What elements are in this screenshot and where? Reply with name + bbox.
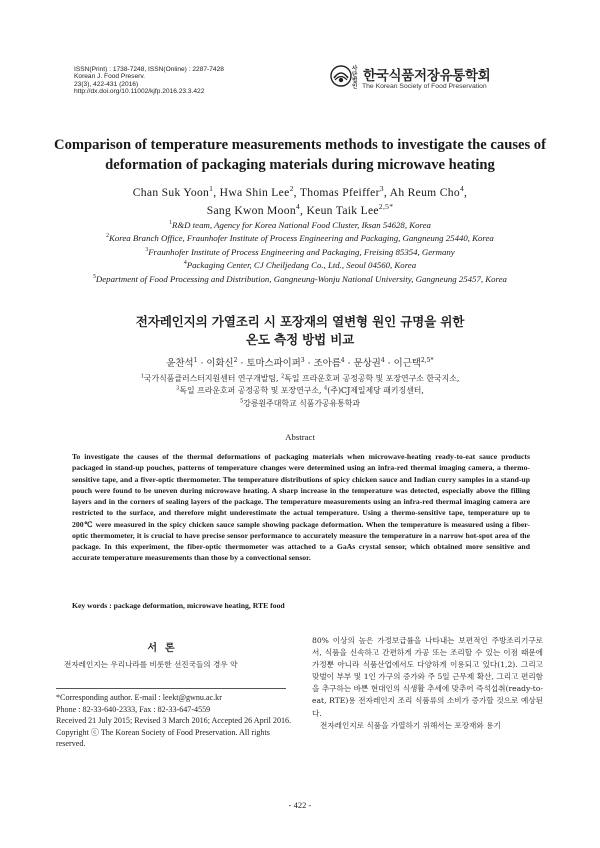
section-heading-introduction: 서론 (147, 643, 183, 654)
author-ko (246, 358, 304, 369)
author-ko-sup: 1 (193, 356, 198, 364)
affiliation-list-ko (40, 373, 560, 410)
doi-link[interactable]: http://dx.doi.org/10.11002/kjfp.2016.23.3.422 (74, 88, 205, 96)
volume-pages: 23(3), 422-431 (2016) (74, 80, 139, 88)
author-en-sup: 4 (295, 202, 301, 212)
keywords (72, 601, 530, 610)
affiliation-en (40, 259, 560, 272)
author-en (306, 204, 393, 217)
author-ko-name: 문상권 (353, 358, 381, 369)
author-en (300, 186, 384, 199)
affiliation-ko-sup: 5 (239, 398, 244, 405)
author-ko (206, 358, 237, 369)
keywords-label: Key words : (72, 601, 114, 610)
author-en-sup: 2,5* (378, 202, 394, 212)
affiliation-en-sup: 5 (93, 273, 96, 280)
author-list-en: Chan Suk Yoon$^1$, Hwa Shin Lee$^2$, Thomas Pfeiffer$^3$, Ah Reum Cho$^4$, Sang Kwon Moon$^4$, Keun Taik Lee$^{2,5*}$ (132, 184, 468, 217)
affiliation-ko-text: 강릉원주대학교 식품가공유통학과 (243, 398, 361, 408)
society-type-label: 사단법인 (352, 66, 358, 90)
keywords-value: package deformation, microwave heating, RTE food (113, 601, 285, 610)
author-en (207, 204, 300, 217)
author-en-sup: 2 (289, 184, 294, 194)
author-ko-sup: 4 (380, 356, 385, 364)
author-en-name: Chan Suk Yoon (132, 186, 210, 199)
author-en-name: Sang Kwon Moon (206, 204, 296, 217)
title-ko-line-2: 온도 측정 방법 비교 (245, 332, 355, 347)
footnote-divider (56, 688, 286, 689)
abstract-heading: Abstract (285, 432, 315, 442)
affiliation-en-text: Packaging Center, CJ Cheiljedang Co., Ltd., Seoul 04560, Korea (186, 260, 417, 271)
affiliation-en (40, 232, 560, 245)
author-ko-sup: 4 (340, 356, 345, 364)
journal-abbrev: Korean J. Food Preserv. (74, 73, 145, 81)
article-title-en: Comparison of temperature measurements methods to investigate the causes of deformation of packaging materials during microwave heating (54, 137, 546, 173)
article-title-ko (40, 313, 560, 349)
society-logo-icon (330, 65, 352, 87)
right-paragraph-1: 80% 이상의 높은 가정보급률을 나타내는 보편적인 주방조리기구로서, 식품을 신속하고 간편하게 가공 또는 조리할 수 있는 이점 때문에 가정뿐 아니라 식품산업에서도 다양하게 이용되고 있다(1,2). 그리고 맞벌이 부부 및 1인 가구의 증가와 주 5일 근무제 확산, 그리고 편리함을 추구하는 바쁜 현대인의 식생활 추세에 맞추어 즉석섭취(ready-to-eat, RTE)용 전자레인지 조리 식품류의 소비가 증가할 것으로 예상된다. (312, 636, 543, 718)
issn-line: ISSN(Print) : 1738-7248, ISSN(Online) : 2287-7428 (74, 66, 224, 73)
author-ko-sup: 3 (300, 356, 305, 364)
affiliation-en-text: Korea Branch Office, Fraunhofer Institute of Process Engineering and Packaging, Gangneung 25440, Korea (109, 233, 494, 244)
right-column-text (312, 635, 543, 732)
society-name-ko: 한국식품저장유통학회 (363, 68, 491, 84)
author-en-name: Hwa Shin Lee (219, 186, 290, 199)
affiliation-en-text: Fraunhofer Institute of Process Engineering and Packaging, Freising 85354, Germany (148, 246, 455, 257)
affiliation-en-sup: 2 (106, 233, 110, 240)
received-dates: Received 21 July 2015; Revised 3 March 2016; Accepted 26 April 2016. (56, 716, 292, 726)
affiliation-en-sup: 4 (183, 260, 187, 267)
author-ko-sup: 2,5* (420, 356, 434, 364)
affiliation-en (40, 273, 560, 286)
author-en (220, 186, 294, 199)
author-ko (166, 358, 197, 369)
author-en (133, 186, 213, 199)
author-en-name: Keun Taik Lee (306, 204, 379, 217)
journal-meta (74, 66, 224, 96)
affiliation-ko-sup: 3 (176, 385, 180, 392)
affiliation-en (40, 246, 560, 259)
author-ko-name: 토마스파이퍼 (246, 358, 301, 369)
society-brand (330, 63, 530, 97)
left-column-text: 전자레인지는 우리나라를 비롯한 선진국들의 경우 약 (64, 660, 238, 669)
author-en-name: Thomas Pfeiffer (299, 186, 380, 199)
author-en-name: Ah Reum Cho (389, 186, 460, 199)
copyright-notice: Copyright ⓒ The Korean Society of Food Preservation. All rights reserved. (56, 727, 270, 749)
affiliation-ko-text: 독일 프라운호퍼 공정공학 및 포장연구소, (179, 386, 325, 396)
affiliation-ko-text: 독일 프라운호퍼 공정공학 및 포장연구소 한국지소, (284, 374, 460, 383)
affiliation-en-text: Department of Food Processing and Distribution, Gangneung-Wonju National University, Gangneung 25457, Korea (95, 273, 507, 284)
affiliation-ko-sup: 1 (140, 373, 144, 380)
author-ko-name: 조아름 (313, 358, 341, 369)
affiliation-ko-line (40, 398, 560, 410)
affiliation-en-sup: 3 (145, 246, 149, 253)
affiliation-en-sup: 1 (169, 220, 172, 227)
contact-phone-fax: Phone : 82-33-640-2333, Fax : 82-33-647-4559 (56, 704, 211, 714)
affiliation-en (40, 219, 560, 232)
abstract-text: To investigate the causes of the thermal deformations of packaging materials when microwave-heating ready-to-eat sauce products packaged in stand-up pouches, patterns of temperature changes were determined using an infra-red thermal imaging camera, a thermo-sensitive tape, and a fiver-optic thermometer. The temperature distributions of spicy chicken sauce and Indian curry samples in a stand-up pouch were found to be uneven during microwave heating. A sharp increase in the temperature was detected, especially above the filling layers and in the corners of sealing layers of the package. The temperature measurements using an infra-red thermal imaging camera are restricted to the surface, and therefore might underestimate the actual temperature. Using a thermo-sensitive tape, temperature up to 200℃ were measured in the spicy chicken sauce sample showing package deformation. When the temperature is measured using a fiber-optic thermometer, it is crucial to have precise sensor performance to accurately measure the temperature in a narrow hot-spot area of the package. In this experiment, the fiber-optic thermometer was attached to a GaAs crystal sensor, which obtained more sensitive and accurate temperature measurements than those by a convectional sensor. (72, 452, 530, 563)
corresponding-author: *Corresponding author. E-mail : leekt@gwnu.ac.kr (56, 693, 222, 702)
author-list-ko: 윤찬석$^1$ · 이화신$^2$ · 토마스파이퍼$^3$ · 조아름$^4$ · 문상권$^4$ · 이근택$^{2,5*}$ (166, 356, 434, 369)
affiliation-en-text: R&D team, Agency for Korea National Food Cluster, Iksan 54628, Korea (171, 220, 431, 230)
title-ko-line-1: 전자레인지의 가열조리 시 포장재의 열변형 원인 규명을 위한 (135, 314, 465, 329)
author-en-sup: 1 (209, 184, 214, 194)
affiliation-ko-sup: 2 (280, 373, 285, 380)
society-name-en: The Korean Society of Food Preservation (362, 83, 487, 90)
author-ko-name: 이화신 (206, 358, 234, 369)
affiliation-ko-line (40, 385, 560, 397)
author-ko (314, 358, 345, 369)
author-en-sup: 4 (459, 184, 465, 194)
footnote (56, 692, 292, 750)
affiliation-ko-sup: 4 (324, 385, 328, 392)
page-number: - 422 - (288, 800, 312, 810)
affiliation-ko-text: (주)CJ제일제당 패키징센터, (327, 386, 424, 396)
author-ko (394, 358, 434, 369)
author-ko-name: 윤찬석 (166, 358, 194, 369)
author-en-sup: 3 (379, 184, 384, 194)
author-ko-name: 이근택 (393, 358, 421, 369)
affiliation-ko-text: 국가식품클러스터지원센터 연구개발팀, (143, 374, 281, 383)
author-ko-sup: 2 (233, 356, 238, 364)
author-en (390, 186, 464, 199)
affiliation-ko-line (40, 373, 560, 385)
author-ko (354, 358, 385, 369)
affiliation-list-en (40, 219, 560, 286)
right-paragraph-2: 전자레인지로 식품을 가열하기 위해서는 포장재와 용기 (320, 720, 501, 730)
